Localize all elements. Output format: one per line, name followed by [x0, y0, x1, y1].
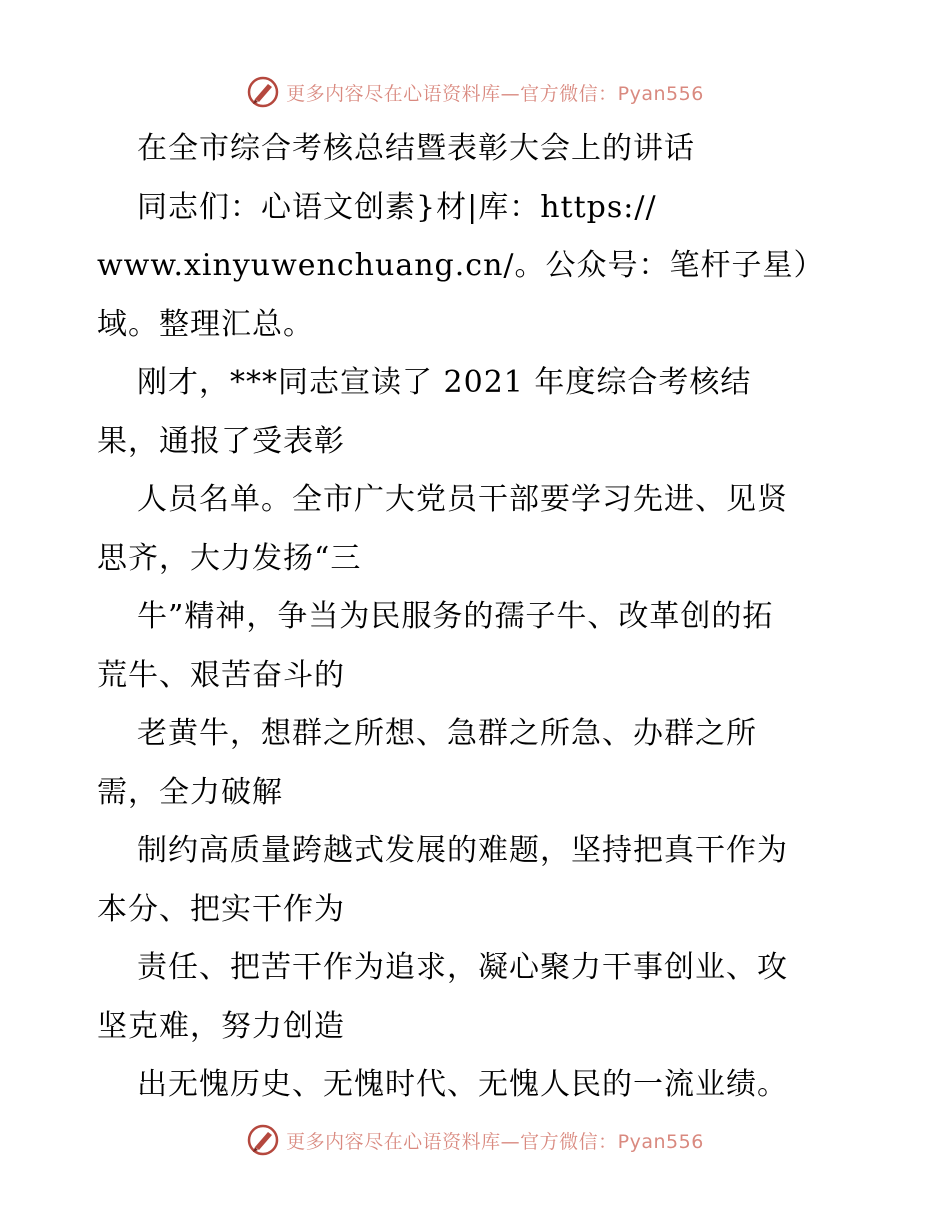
footer-watermark	[0, 1120, 950, 1160]
header-watermark	[0, 72, 950, 112]
document-body	[97, 120, 857, 1115]
text-line: 域。整理汇总。	[97, 306, 314, 342]
text-line: 责任、把苦干作为追求，凝心聚力干事创业、攻	[137, 950, 788, 985]
text-line: 在全市综合考核总结暨表彰大会上的讲话	[137, 131, 695, 166]
text-line: 老黄牛，想群之所想、急群之所急、办群之所	[137, 716, 757, 751]
text-line: 刚才，***同志宣读了 2021 年度综合考核结	[137, 365, 752, 400]
pen-logo-icon	[246, 75, 280, 109]
text-line: 同志们：心语文创素}材|库：https://	[137, 189, 657, 225]
text-line: 果，通报了受表彰	[97, 423, 345, 459]
watermark-group	[246, 1123, 704, 1157]
watermark-text: 更多内容尽在心语资料库—官方微信：Pyan556	[286, 82, 704, 105]
text-line: 需，全力破解	[97, 774, 283, 810]
text-line: 荒牛、艰苦奋斗的	[97, 657, 345, 693]
text-line: 思齐，大力发扬“三	[97, 540, 362, 576]
text-line: 人员名单。全市广大党员干部要学习先进、见贤	[137, 482, 788, 517]
pen-logo-icon	[246, 1123, 280, 1157]
text-line: www.xinyuwenchuang.cn/。公众号：笔杆子星）	[97, 248, 825, 283]
text-line: 坚克难，努力创造	[97, 1008, 345, 1044]
text-line: 本分、把实干作为	[97, 891, 345, 927]
text-line: 牛”精神，争当为民服务的孺子牛、改革创的拓	[137, 599, 774, 634]
watermark-text: 更多内容尽在心语资料库—官方微信：Pyan556	[286, 1130, 704, 1153]
text-line: 出无愧历史、无愧时代、无愧人民的一流业绩。	[137, 1067, 788, 1102]
text-line: 制约高质量跨越式发展的难题，坚持把真干作为	[137, 833, 788, 868]
watermark-group	[246, 75, 704, 109]
